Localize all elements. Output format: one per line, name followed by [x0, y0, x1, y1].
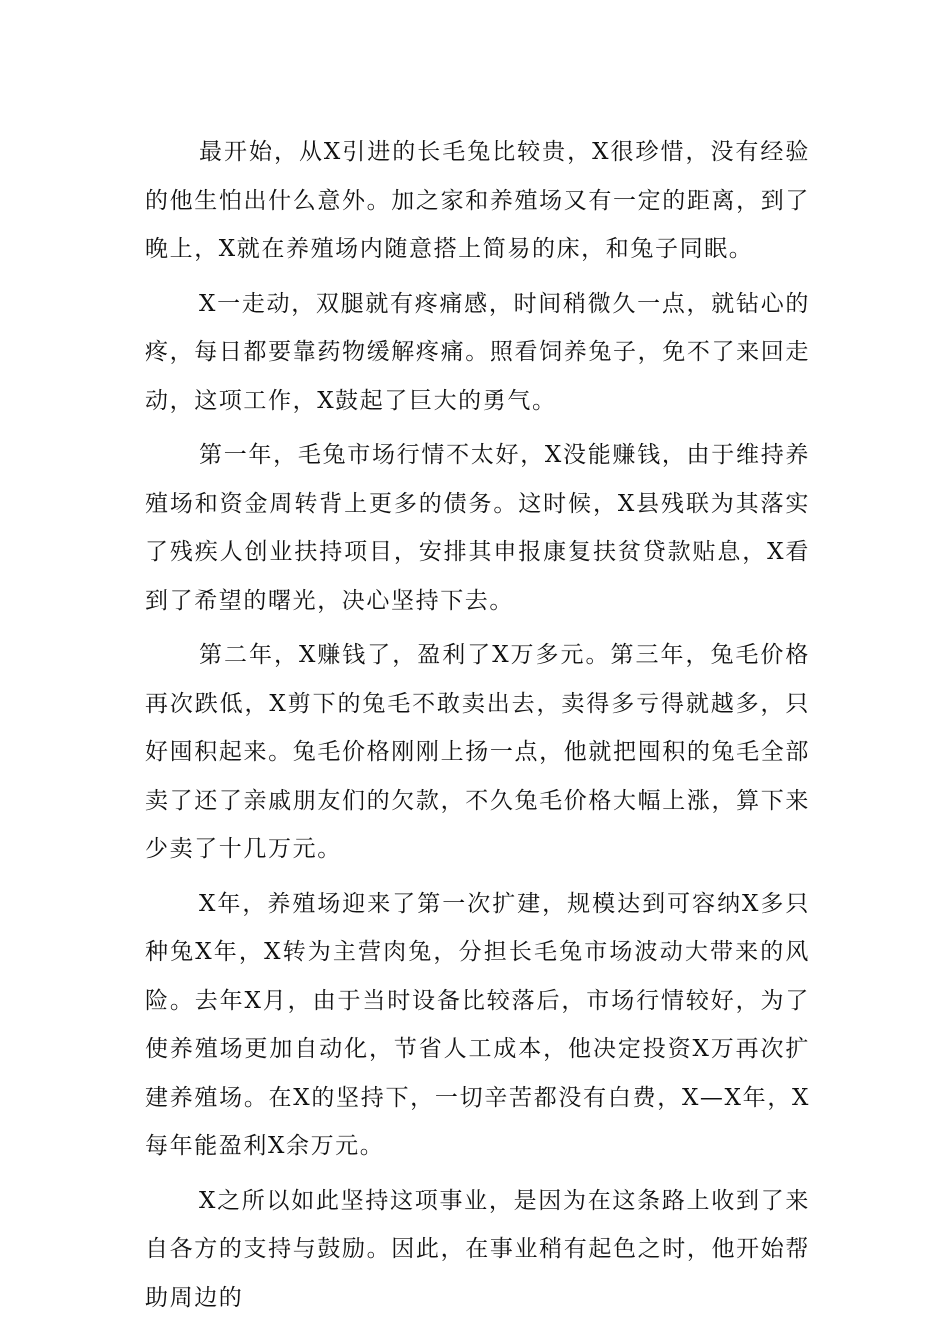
paragraph-2: X一走动，双腿就有疼痛感，时间稍微久一点，就钻心的疼，每日都要靠药物缓解疼痛。照看饲养兔子，免不了来回走动，这项工作，X鼓起了巨大的勇气。	[145, 290, 810, 414]
paragraph-5: X年，养殖场迎来了第一次扩建，规模达到可容纳X多只种兔X年，X转为主营肉兔，分担长毛兔市场波动大带来的风险。去年X月，由于当时设备比较落后，市场行情较好，为了使养殖场更加自动化，节省人工成本，他决定投资X万再次扩建养殖场。在X的坚持下，一切辛苦都没有白费，X—X年，X每年能盈利X余万元。	[145, 890, 810, 1159]
paragraph-3: 第一年，毛兔市场行情不太好，X没能赚钱，由于维持养殖场和资金周转背上更多的债务。这时候，X县残联为其落实了残疾人创业扶持项目，安排其申报康复扶贫贷款贴息，X看到了希望的曙光，决心坚持下去。	[145, 442, 810, 614]
paragraph-1: 最开始，从X引进的长毛兔比较贵，X很珍惜，没有经验的他生怕出什么意外。加之家和养殖场又有一定的距离，到了晚上，X就在养殖场内随意搭上简易的床，和兔子同眠。	[145, 139, 810, 262]
document-body	[145, 128, 810, 1322]
paragraph-4: 第二年，X赚钱了，盈利了X万多元。第三年，兔毛价格再次跌低，X剪下的兔毛不敢卖出去，卖得多亏得就越多，只好囤积起来。兔毛价格刚刚上扬一点，他就把囤积的兔毛全部卖了还了亲戚朋友们的欠款，不久兔毛价格大幅上涨，算下来少卖了十几万元。	[145, 642, 810, 862]
paragraph-6: X之所以如此坚持这项事业，是因为在这条路上收到了来自各方的支持与鼓励。因此，在事业稍有起色之时，他开始帮助周边的	[145, 1187, 810, 1311]
